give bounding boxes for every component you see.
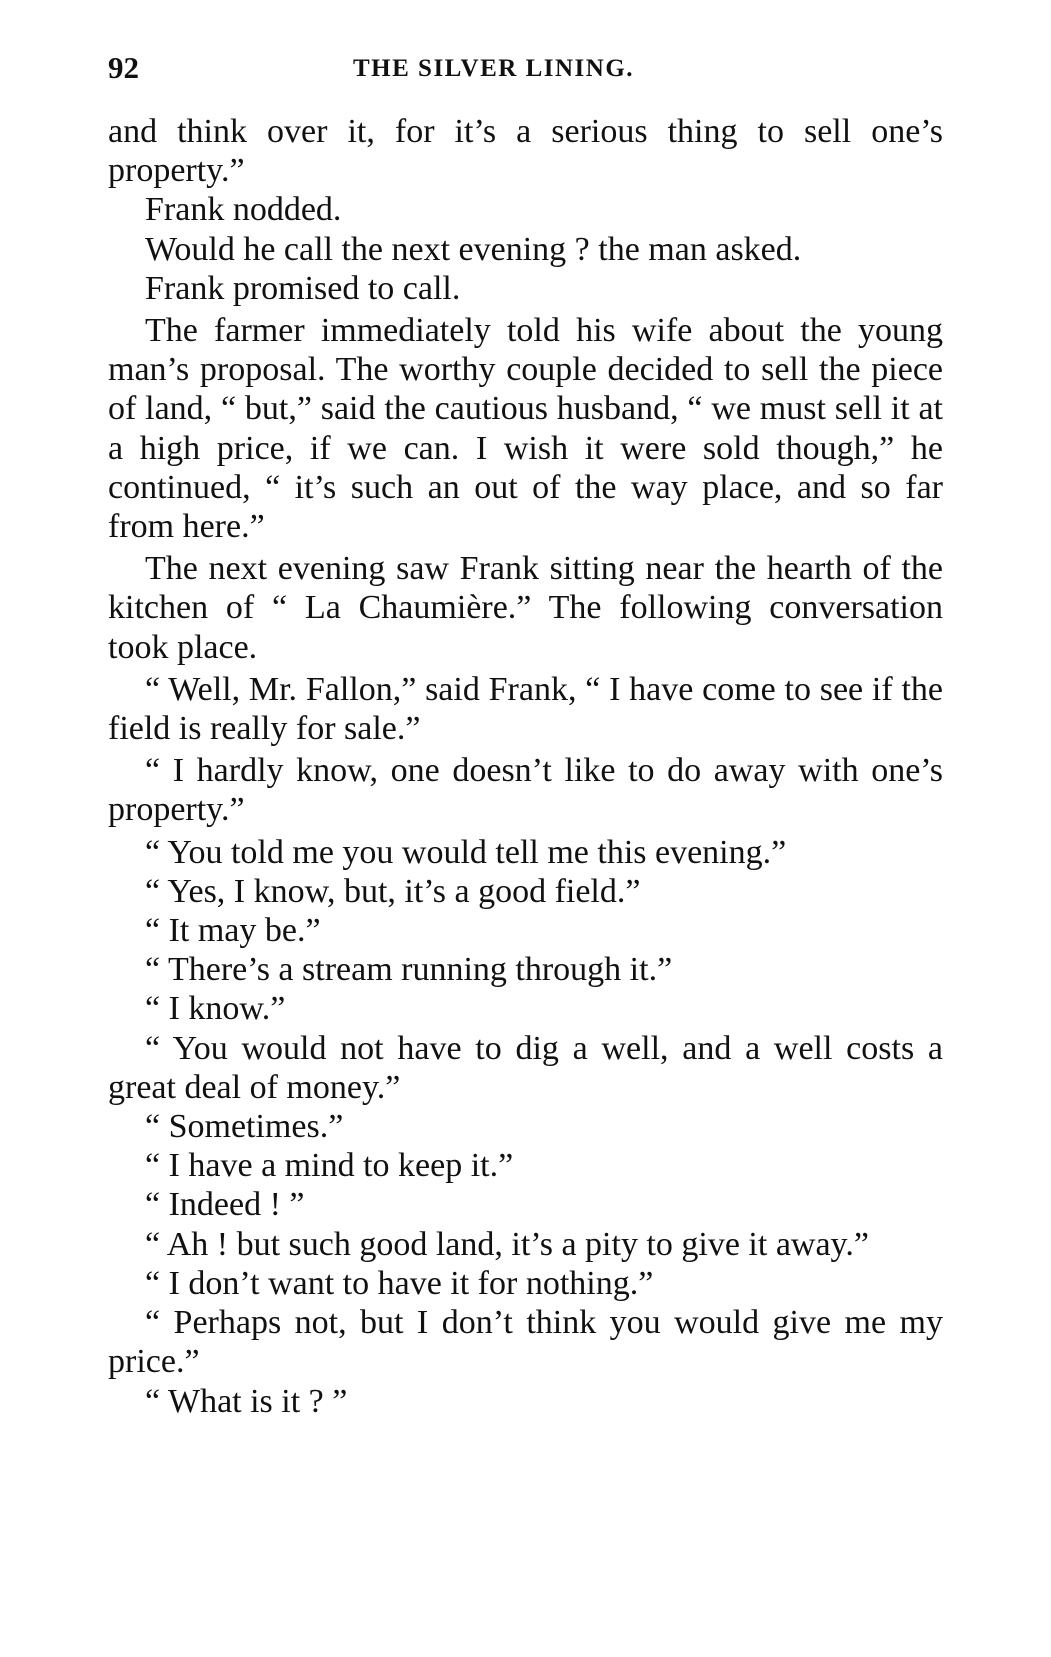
dialogue-line: “ What is it ? ” (145, 1382, 348, 1420)
book-page (108, 50, 943, 1421)
dialogue-line: “ Perhaps not, but I don’t think you would give me my price.” (108, 1304, 943, 1381)
body-text (108, 112, 943, 1421)
paragraph-continuation: and think over it, for it’s a serious thing to sell one’s property.” (108, 113, 943, 190)
dialogue-line: “ Ah ! but such good land, it’s a pity to give it away.” (145, 1225, 869, 1263)
dialogue-line: “ Well, Mr. Fallon,” said Frank, “ I have come to see if the field is really for sale.” (108, 670, 943, 748)
dialogue-line: “ It may be.” (145, 912, 321, 950)
dialogue-line: “ I don’t want to have it for nothing.” (145, 1264, 654, 1302)
paragraph: Frank promised to call. (145, 269, 461, 307)
running-title: THE SILVER LINING. (353, 55, 635, 82)
page-number: 92 (108, 50, 139, 85)
paragraph: The next evening saw Frank sitting near the hearth of the kitchen of “ La Chaumière.” The following conversation took place. (108, 550, 943, 666)
dialogue-line: “ Sometimes.” (145, 1108, 344, 1146)
paragraph: Would he call the next evening ? the man asked. (145, 230, 802, 268)
paragraph: The farmer immediately told his wife about the young man’s proposal. The worthy couple decided to sell the piece of land, “ but,” said the cautious husband, “ we must sell it at a high price, if we can. I wish it were sold though,” he continued, “ it’s such an out of the way place, and so far from here.” (108, 312, 943, 546)
dialogue-line: “ I have a mind to keep it.” (145, 1147, 514, 1185)
dialogue-line: “ You told me you would tell me this evening.” (145, 833, 787, 871)
dialogue-line: “ There’s a stream running through it.” (145, 951, 673, 989)
paragraph: Frank nodded. (145, 191, 342, 229)
dialogue-line: “ Yes, I know, but, it’s a good field.” (145, 872, 641, 910)
dialogue-line: “ You would not have to dig a well, and a well costs a great deal of money.” (108, 1029, 943, 1106)
dialogue-line: “ Indeed ! ” (145, 1186, 305, 1224)
dialogue-line: “ I know.” (145, 990, 286, 1028)
page-header (108, 50, 943, 94)
dialogue-line: “ I hardly know, one doesn’t like to do away with one’s property.” (108, 752, 943, 829)
